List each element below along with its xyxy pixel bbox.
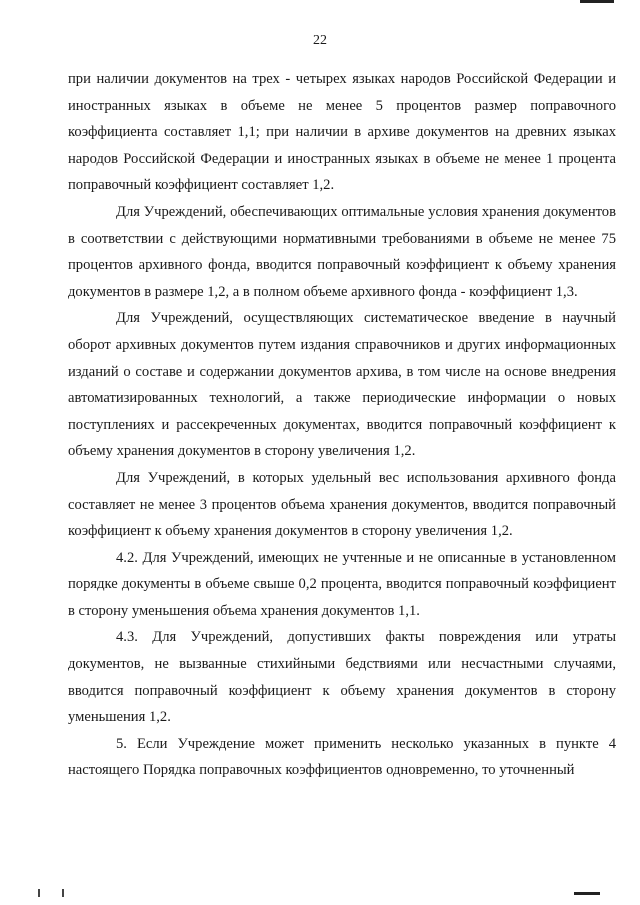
scan-artifact-bottom-right: [574, 892, 600, 895]
paragraph-4-3: 4.3. Для Учреждений, допустивших факты повреждения или утраты документов, не вызванные стихийными бедствиями или несчастными случаями, вводится поправочный коэффициент к объему хранения документов в сторону уменьшения 1,2.: [68, 629, 616, 726]
paragraph-scientific-circulation: Для Учреждений, осуществляющих систематическое введение в научный оборот архивных документов путем издания справочников и других информационных изданий о составе и содержании документов архива, в том числе на основе внедрения автоматизированных технологий, а также периодические информации о новых поступлениях и рассекреченных документах, вводится поправочный коэффициент к объему хранения документов в сторону увеличения 1,2.: [68, 310, 616, 460]
paragraph-continuation: при наличии документов на трех - четырех языках народов Российской Федерации и иностранных языках в объеме не менее 5 процентов размер поправочного коэффициента составляет 1,1; при наличии в архиве документов на древних языках народов Российской Федерации и иностранных языках в объеме не менее 1 процента поправочный коэффициент составляет 1,2.: [68, 71, 616, 194]
paragraph-optimal-storage: Для Учреждений, обеспечивающих оптимальные условия хранения документов в соответствии с действующими нормативными требованиями в объеме не менее 75 процентов архивного фонда, вводится поправочный коэффициент к объему хранения документов в размере 1,2, а в полном объеме архивного фонда - коэффициент 1,3.: [68, 203, 616, 300]
scan-artifact-bottom-left: [62, 889, 64, 897]
page-number: 22: [313, 33, 327, 48]
scan-artifact-top: [580, 0, 614, 3]
scan-artifact-bottom-left: [38, 889, 40, 897]
paragraph-usage-share: Для Учреждений, в которых удельный вес использования архивного фонда составляет не менее 3 процентов объема хранения документов, вводится поправочный коэффициент к объему хранения документов в сторону увеличения 1,2.: [68, 469, 616, 540]
paragraph-5: 5. Если Учреждение может применить несколько указанных в пункте 4 настоящего Порядка поправочных коэффициентов одновременно, то уточненный: [68, 735, 616, 779]
paragraph-4-2: 4.2. Для Учреждений, имеющих не учтенные и не описанные в установленном порядке документы в объеме свыше 0,2 процента, вводится поправочный коэффициент в сторону уменьшения объема хранения документов 1,1.: [68, 549, 616, 619]
document-body: [68, 66, 616, 784]
